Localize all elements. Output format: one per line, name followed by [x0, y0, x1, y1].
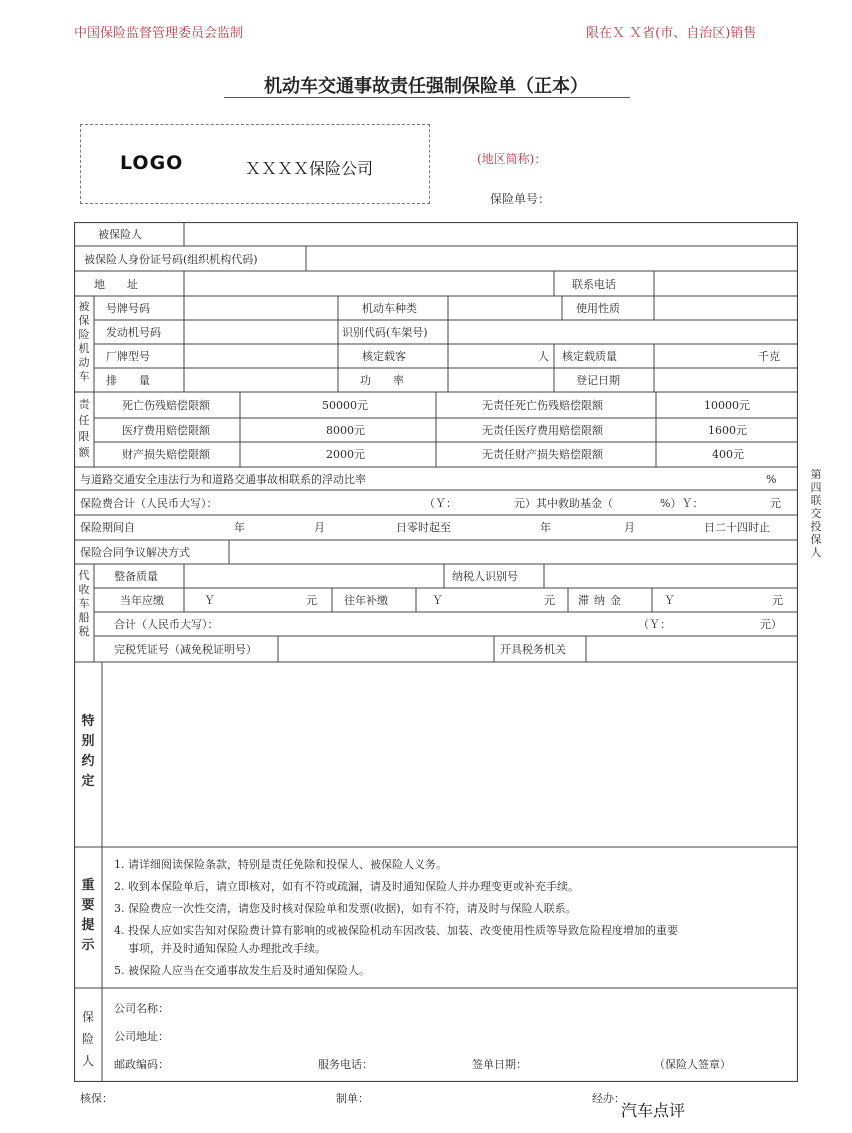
company-name: ＸＸＸＸ保险公司: [245, 159, 374, 178]
float-rate-unit: %: [766, 473, 777, 486]
death-limit-label: 死亡伤残赔偿限额: [122, 399, 210, 412]
prepared-by-label: 制单：: [336, 1092, 369, 1105]
medical-limit-label: 医疗费用赔偿限额: [122, 424, 210, 437]
tax-total-yuan: 元）: [760, 618, 782, 631]
capacity-label: 核定载客: [362, 350, 406, 363]
period-year1: 年: [234, 521, 245, 534]
premium-relief-pct: %）Ｙ：: [660, 497, 704, 510]
period-day-to: 日二十四时止: [704, 521, 770, 534]
nofault-medical-limit-label: 无责任医疗费用赔偿限额: [482, 424, 603, 437]
medical-limit-amount: 8000元: [326, 424, 365, 437]
watermark: 汽车点评: [621, 1101, 686, 1120]
liability-section-label: 责任限额: [78, 398, 90, 459]
nofault-death-limit-amount: 10000元: [704, 399, 750, 412]
past-tax-y: Ｙ: [432, 594, 443, 607]
period-day-from: 日零时起至: [396, 521, 451, 534]
curb-mass-label: 整备质量: [114, 570, 158, 583]
underwriting-label: 核保：: [80, 1092, 113, 1105]
nofault-property-limit-amount: 400元: [712, 448, 744, 461]
region-label: (地区简称)：: [477, 152, 547, 166]
power-label: 功 率: [360, 374, 404, 387]
page-title: 机动车交通事故责任强制保险单（正本）: [264, 76, 588, 97]
service-phone-label: 服务电话：: [318, 1058, 373, 1071]
vehicle-tax-section-label: 代收车船税: [78, 569, 90, 638]
vehicle-type-label: 机动车种类: [362, 302, 417, 315]
vin-label: 识别代码(车架号): [342, 326, 428, 339]
taxpayer-id-label: 纳税人识别号: [452, 570, 518, 583]
premium-total-label: 保险费合计（人民币大写）：: [80, 497, 218, 510]
period-year2: 年: [540, 521, 551, 534]
late-fee-label: 滞纳金: [578, 594, 626, 607]
contact-phone-label: 联系电话: [572, 278, 616, 291]
supervisor-header: 中国保险监督管理委员会监制: [74, 26, 244, 41]
tax-total-y: （Ｙ：: [638, 618, 671, 631]
notice-item: 5. 被保险人应当在交通事故发生后及时通知保险人。: [114, 964, 370, 977]
engine-label: 发动机号码: [106, 326, 161, 339]
nofault-medical-limit-amount: 1600元: [708, 424, 747, 437]
handled-by-label: 经办：: [592, 1092, 625, 1105]
dispute-resolution-label: 保险合同争议解决方式: [80, 546, 190, 559]
displacement-label: 排 量: [106, 374, 150, 387]
special-terms-label: 特别约定: [81, 714, 95, 789]
death-limit-amount: 50000元: [322, 399, 368, 412]
notice-item: 2. 收到本保险单后，请立即核对，如有不符或疏漏，请及时通知保险人并办理变更或补充手续。: [114, 880, 579, 893]
logo: LOGO: [120, 152, 184, 174]
insurer-name-label: 公司名称：: [114, 1002, 169, 1015]
insurer-address-label: 公司地址：: [114, 1030, 169, 1043]
premium-yuan-end: 元: [770, 497, 781, 510]
current-tax-label: 当年应缴: [120, 594, 164, 607]
notice-item: 事项，并及时通知保险人办理批改手续。: [128, 942, 326, 955]
tax-total-label: 合计（人民币大写）：: [114, 618, 219, 631]
vehicle-section-label: 被保险机动车: [78, 300, 90, 383]
tax-certificate-label: 完税凭证号（减免税证明号）: [114, 643, 257, 656]
sign-date-label: 签单日期：: [472, 1058, 527, 1071]
model-label: 厂牌型号: [106, 350, 150, 363]
notice-item: 1. 请详细阅读保险条款，特别是责任免除和投保人、被保险人义务。: [114, 858, 447, 871]
period-month1: 月: [314, 521, 325, 534]
plate-label: 号牌号码: [106, 302, 150, 315]
current-tax-yuan: 元: [306, 594, 317, 607]
past-tax-label: 往年补缴: [344, 594, 388, 607]
period-month2: 月: [624, 521, 635, 534]
usage-label: 使用性质: [576, 302, 620, 315]
postcode-label: 邮政编码：: [114, 1058, 169, 1071]
notice-section-label: 重要提示: [81, 878, 95, 953]
insurer-seal-label: （保险人签章）: [654, 1058, 731, 1071]
weight-unit: 千克: [758, 350, 780, 363]
float-rate-label: 与道路交通安全违法行为和道路交通事故相联系的浮动比率: [80, 473, 366, 486]
curb-weight-label: 核定载质量: [562, 350, 617, 363]
late-fee-yuan: 元: [772, 594, 783, 607]
premium-yuan-open: （Ｙ：: [424, 497, 457, 510]
premium-relief-fund: 元）其中救助基金（: [514, 497, 613, 510]
nofault-property-limit-label: 无责任财产损失赔偿限额: [482, 448, 603, 461]
insured-id-label: 被保险人身份证号码(组织机构代码): [84, 253, 258, 266]
property-limit-label: 财产损失赔偿限额: [122, 448, 210, 461]
current-tax-y: Ｙ: [204, 594, 215, 607]
late-fee-y: Ｙ: [664, 594, 675, 607]
property-limit-amount: 2000元: [326, 448, 365, 461]
registration-date-label: 登记日期: [576, 374, 620, 387]
period-from-label: 保险期间自: [80, 521, 135, 534]
insurer-section-label: 保险人: [81, 1010, 94, 1068]
capacity-unit: 人: [538, 350, 549, 363]
insured-label: 被保险人: [98, 228, 142, 241]
notice-item: 4. 投保人应如实告知对保险费计算有影响的或被保险机动车因改装、加装、改变使用性质等导致危险程度增加的重要: [114, 924, 678, 937]
tax-office-label: 开具税务机关: [500, 643, 566, 656]
notice-item: 3. 保险费应一次性交清，请您及时核对保险单和发票(收据)，如有不符，请及时与保险人联系。: [114, 902, 577, 915]
copy-label: 第四联 交投保人: [810, 468, 833, 559]
policy-number-label: 保险单号：: [490, 192, 551, 206]
nofault-death-limit-label: 无责任死亡伤残赔偿限额: [482, 399, 603, 412]
address-label: 地 址: [94, 278, 138, 291]
sales-region-header: 限在Ｘ Ｘ省(市、自治区)销售: [586, 26, 757, 41]
past-tax-yuan: 元: [544, 594, 555, 607]
policy-form: [74, 222, 798, 1082]
title-underline: [224, 97, 630, 98]
